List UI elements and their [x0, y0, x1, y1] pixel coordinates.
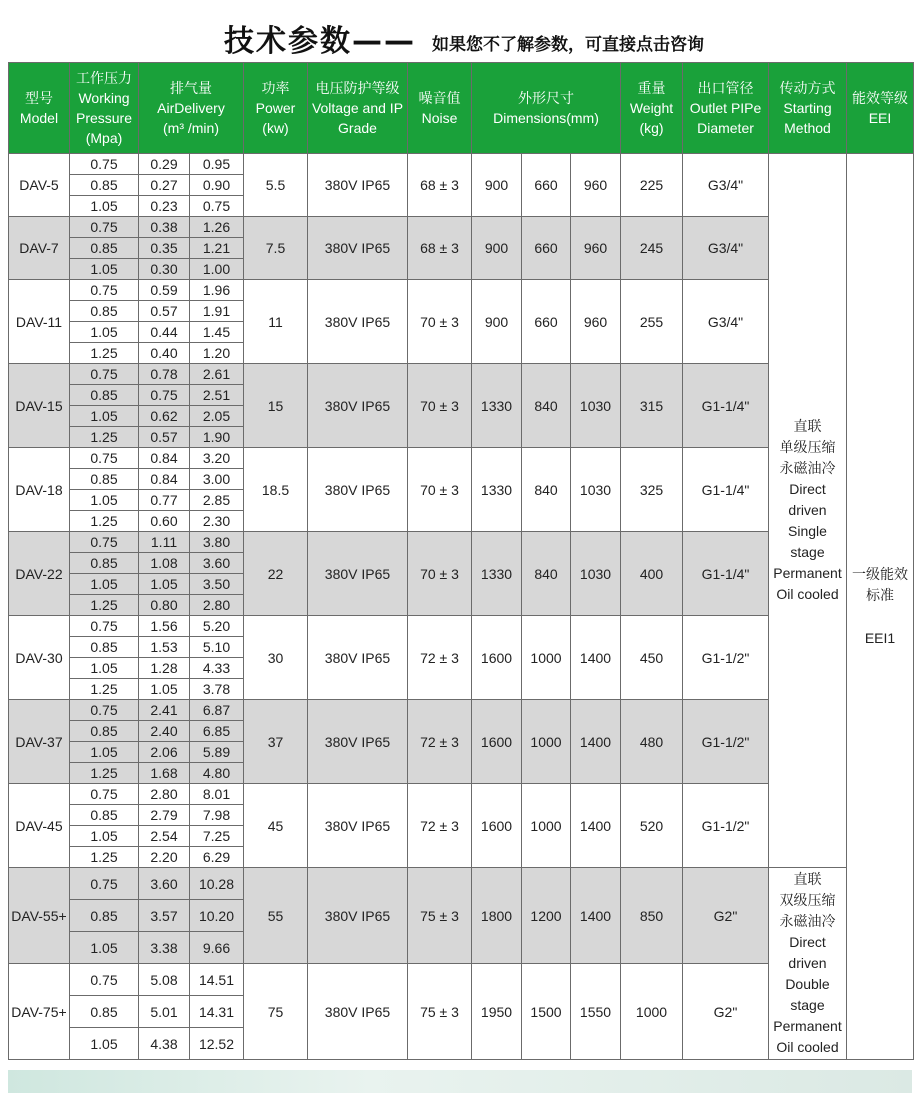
dimension-cell: 840 [522, 532, 571, 616]
air-delivery-cell: 0.59 [139, 280, 190, 301]
pressure-cell: 0.75 [70, 280, 139, 301]
air-delivery-cell: 0.95 [190, 154, 244, 175]
outlet-cell: G1-1/2" [683, 616, 769, 700]
method-line: 直联 [793, 871, 822, 887]
pressure-cell: 0.75 [70, 532, 139, 553]
pressure-cell: 0.75 [70, 868, 139, 900]
air-delivery-cell: 6.87 [190, 700, 244, 721]
header-outlet [683, 63, 769, 154]
air-delivery-cell: 4.38 [139, 1028, 190, 1060]
air-delivery-cell: 0.90 [190, 175, 244, 196]
air-delivery-cell: 5.10 [190, 637, 244, 658]
page-title: 技术参数—— [224, 24, 416, 59]
pressure-cell: 1.05 [70, 574, 139, 595]
dimension-cell: 1400 [571, 700, 621, 784]
air-delivery-cell: 3.38 [139, 932, 190, 964]
dimension-cell: 1400 [571, 868, 621, 964]
dimension-cell: 1030 [571, 448, 621, 532]
pressure-cell: 1.05 [70, 322, 139, 343]
method-line: 双级压缩 [779, 892, 836, 908]
air-delivery-cell: 3.57 [139, 900, 190, 932]
air-delivery-cell: 1.91 [190, 301, 244, 322]
header-weight [621, 63, 683, 154]
model-cell: DAV-45 [9, 784, 70, 868]
air-delivery-cell: 3.60 [139, 868, 190, 900]
header-line: 型号 [25, 90, 53, 106]
dimension-cell: 1600 [472, 700, 522, 784]
air-delivery-cell: 3.50 [190, 574, 244, 595]
pressure-cell: 0.75 [70, 700, 139, 721]
dimension-cell: 1600 [472, 616, 522, 700]
weight-cell: 225 [621, 154, 683, 217]
noise-cell: 72 ± 3 [408, 784, 472, 868]
dimension-cell: 1330 [472, 448, 522, 532]
model-cell: DAV-7 [9, 217, 70, 280]
header-line: AirDelivery [157, 100, 225, 116]
noise-cell: 70 ± 3 [408, 364, 472, 448]
pressure-cell: 0.85 [70, 996, 139, 1028]
header-line: 出口管径 [697, 80, 754, 96]
weight-cell: 325 [621, 448, 683, 532]
pressure-cell: 1.05 [70, 196, 139, 217]
method-cell [769, 868, 847, 1060]
air-delivery-cell: 1.05 [139, 679, 190, 700]
voltage-cell: 380V IP65 [308, 532, 408, 616]
dimension-cell: 1400 [571, 616, 621, 700]
pressure-cell: 0.85 [70, 238, 139, 259]
dimension-cell: 1000 [522, 784, 571, 868]
noise-cell: 68 ± 3 [408, 217, 472, 280]
pressure-cell: 0.85 [70, 385, 139, 406]
weight-cell: 850 [621, 868, 683, 964]
pressure-cell: 1.05 [70, 1028, 139, 1060]
dimension-cell: 660 [522, 280, 571, 364]
air-delivery-cell: 1.45 [190, 322, 244, 343]
dimension-cell: 660 [522, 154, 571, 217]
outlet-cell: G3/4" [683, 154, 769, 217]
air-delivery-cell: 2.85 [190, 490, 244, 511]
dimension-cell: 1330 [472, 532, 522, 616]
pressure-cell: 0.85 [70, 553, 139, 574]
power-cell: 18.5 [244, 448, 308, 532]
model-cell: DAV-15 [9, 364, 70, 448]
eei-cell [847, 154, 914, 1060]
header-line: 工作压力 [76, 70, 132, 86]
outlet-cell: G2" [683, 868, 769, 964]
method-line: stage [790, 997, 825, 1013]
pressure-cell: 0.85 [70, 637, 139, 658]
air-delivery-cell: 4.80 [190, 763, 244, 784]
air-delivery-cell: 1.96 [190, 280, 244, 301]
air-delivery-cell: 9.66 [190, 932, 244, 964]
outlet-cell: G1-1/4" [683, 532, 769, 616]
pressure-cell: 1.25 [70, 763, 139, 784]
air-delivery-cell: 5.01 [139, 996, 190, 1028]
model-cell: DAV-18 [9, 448, 70, 532]
air-delivery-cell: 3.80 [190, 532, 244, 553]
pressure-cell: 0.85 [70, 301, 139, 322]
dimension-cell: 1400 [571, 784, 621, 868]
weight-cell: 520 [621, 784, 683, 868]
pressure-cell: 0.75 [70, 154, 139, 175]
pressure-cell: 1.25 [70, 343, 139, 364]
air-delivery-cell: 14.51 [190, 964, 244, 996]
dimension-cell: 1950 [472, 964, 522, 1060]
header-model [9, 63, 70, 154]
air-delivery-cell: 0.38 [139, 217, 190, 238]
header-row [9, 63, 914, 154]
weight-cell: 480 [621, 700, 683, 784]
air-delivery-cell: 1.21 [190, 238, 244, 259]
pressure-cell: 1.25 [70, 847, 139, 868]
header-line: EEI [868, 110, 892, 126]
pressure-cell: 0.75 [70, 616, 139, 637]
dimension-cell: 1030 [571, 532, 621, 616]
header-line: (kw) [262, 120, 289, 136]
pressure-cell: 0.75 [70, 964, 139, 996]
eei-line: EEI1 [864, 630, 896, 646]
pressure-cell: 1.05 [70, 406, 139, 427]
dimension-cell: 900 [472, 217, 522, 280]
pressure-cell: 0.75 [70, 217, 139, 238]
voltage-cell: 380V IP65 [308, 784, 408, 868]
eei-line: 一级能效 [852, 566, 908, 582]
model-cell: DAV-5 [9, 154, 70, 217]
header-line: Grade [338, 120, 377, 136]
power-cell: 37 [244, 700, 308, 784]
weight-cell: 315 [621, 364, 683, 448]
footer-band [8, 1070, 912, 1093]
noise-cell: 72 ± 3 [408, 700, 472, 784]
air-delivery-cell: 1.05 [139, 574, 190, 595]
header-voltage [308, 63, 408, 154]
air-delivery-cell: 0.75 [139, 385, 190, 406]
model-cell: DAV-30 [9, 616, 70, 700]
air-delivery-cell: 3.00 [190, 469, 244, 490]
air-delivery-cell: 1.28 [139, 658, 190, 679]
air-delivery-cell: 5.20 [190, 616, 244, 637]
air-delivery-cell: 2.20 [139, 847, 190, 868]
model-cell: DAV-75+ [9, 964, 70, 1060]
header-line: Outlet PIPe [689, 100, 762, 116]
outlet-cell: G3/4" [683, 217, 769, 280]
outlet-cell: G1-1/4" [683, 364, 769, 448]
dimension-cell: 1200 [522, 868, 571, 964]
pressure-cell: 0.85 [70, 469, 139, 490]
header-line: Diameter [697, 120, 754, 136]
pressure-cell: 1.05 [70, 259, 139, 280]
pressure-cell: 1.05 [70, 742, 139, 763]
spec-table [8, 62, 914, 1060]
method-line: Oil cooled [776, 586, 839, 602]
dimension-cell: 1030 [571, 364, 621, 448]
dimension-cell: 900 [472, 280, 522, 364]
power-cell: 11 [244, 280, 308, 364]
power-cell: 45 [244, 784, 308, 868]
air-delivery-cell: 1.08 [139, 553, 190, 574]
air-delivery-cell: 0.35 [139, 238, 190, 259]
dimension-cell: 840 [522, 448, 571, 532]
header-air-delivery [139, 63, 244, 154]
table-row [9, 154, 914, 175]
pressure-cell: 0.75 [70, 448, 139, 469]
header-power [244, 63, 308, 154]
method-line: Double [785, 976, 830, 992]
air-delivery-cell: 5.08 [139, 964, 190, 996]
dimension-cell: 1500 [522, 964, 571, 1060]
header-line: 噪音值 [418, 90, 461, 106]
method-line: 单级压缩 [779, 439, 836, 455]
noise-cell: 70 ± 3 [408, 448, 472, 532]
outlet-cell: G1-1/2" [683, 784, 769, 868]
header-line: Model [19, 110, 59, 126]
outlet-cell: G3/4" [683, 280, 769, 364]
dimension-cell: 900 [472, 154, 522, 217]
air-delivery-cell: 10.28 [190, 868, 244, 900]
power-cell: 22 [244, 532, 308, 616]
air-delivery-cell: 2.61 [190, 364, 244, 385]
air-delivery-cell: 2.54 [139, 826, 190, 847]
header-line: Pressure [75, 110, 133, 126]
air-delivery-cell: 0.84 [139, 448, 190, 469]
air-delivery-cell: 1.90 [190, 427, 244, 448]
method-line: Single stage [788, 523, 827, 560]
header-line: Noise [421, 110, 458, 126]
air-delivery-cell: 10.20 [190, 900, 244, 932]
air-delivery-cell: 0.60 [139, 511, 190, 532]
consult-link[interactable]: 如果您不了解参数，可直接点击咨询 [432, 35, 704, 55]
header-line: 外形尺寸 [518, 90, 574, 106]
header-line: Voltage and IP [311, 100, 404, 116]
air-delivery-cell: 6.85 [190, 721, 244, 742]
weight-cell: 245 [621, 217, 683, 280]
dimension-cell: 1330 [472, 364, 522, 448]
method-line: 永磁油冷 [779, 460, 836, 476]
voltage-cell: 380V IP65 [308, 154, 408, 217]
outlet-cell: G1-1/2" [683, 700, 769, 784]
weight-cell: 400 [621, 532, 683, 616]
air-delivery-cell: 1.68 [139, 763, 190, 784]
dimension-cell: 840 [522, 364, 571, 448]
model-cell: DAV-37 [9, 700, 70, 784]
air-delivery-cell: 4.33 [190, 658, 244, 679]
weight-cell: 255 [621, 280, 683, 364]
spec-table-body [9, 154, 914, 1060]
outlet-cell: G2" [683, 964, 769, 1060]
air-delivery-cell: 5.89 [190, 742, 244, 763]
air-delivery-cell: 0.84 [139, 469, 190, 490]
dimension-cell: 1000 [522, 616, 571, 700]
air-delivery-cell: 1.26 [190, 217, 244, 238]
power-cell: 15 [244, 364, 308, 448]
voltage-cell: 380V IP65 [308, 217, 408, 280]
air-delivery-cell: 2.40 [139, 721, 190, 742]
noise-cell: 75 ± 3 [408, 964, 472, 1060]
air-delivery-cell: 3.78 [190, 679, 244, 700]
air-delivery-cell: 0.27 [139, 175, 190, 196]
dimension-cell: 1800 [472, 868, 522, 964]
air-delivery-cell: 2.79 [139, 805, 190, 826]
model-cell: DAV-55+ [9, 868, 70, 964]
air-delivery-cell: 1.11 [139, 532, 190, 553]
air-delivery-cell: 0.78 [139, 364, 190, 385]
table-row [9, 868, 914, 900]
header-line: Method [784, 120, 831, 136]
header-line: 排气量 [170, 80, 212, 96]
air-delivery-cell: 0.44 [139, 322, 190, 343]
voltage-cell: 380V IP65 [308, 364, 408, 448]
air-delivery-cell: 1.20 [190, 343, 244, 364]
method-line: Oil cooled [776, 1039, 839, 1055]
method-cell [769, 154, 847, 868]
voltage-cell: 380V IP65 [308, 964, 408, 1060]
air-delivery-cell: 0.57 [139, 301, 190, 322]
model-cell: DAV-22 [9, 532, 70, 616]
method-line: 永磁油冷 [779, 913, 836, 929]
air-delivery-cell: 8.01 [190, 784, 244, 805]
header-line: Working [78, 90, 130, 106]
header-line: (m³ /min) [163, 120, 219, 136]
method-line: Direct driven [788, 481, 827, 518]
header-line: 传动方式 [779, 80, 836, 96]
pressure-cell: 1.05 [70, 490, 139, 511]
air-delivery-cell: 1.56 [139, 616, 190, 637]
pressure-cell: 0.85 [70, 721, 139, 742]
air-delivery-cell: 7.25 [190, 826, 244, 847]
method-line: Direct driven [788, 934, 827, 971]
pressure-cell: 0.75 [70, 364, 139, 385]
air-delivery-cell: 1.00 [190, 259, 244, 280]
header-line: Dimensions(mm) [493, 110, 599, 126]
pressure-cell: 1.05 [70, 658, 139, 679]
header-method [769, 63, 847, 154]
air-delivery-cell: 2.41 [139, 700, 190, 721]
header-line: 重量 [637, 80, 666, 96]
pressure-cell: 1.25 [70, 595, 139, 616]
dimension-cell: 960 [571, 154, 621, 217]
air-delivery-cell: 0.62 [139, 406, 190, 427]
pressure-cell: 1.05 [70, 826, 139, 847]
header-line: 能效等级 [852, 90, 908, 106]
header-noise [408, 63, 472, 154]
header-line: Weight [629, 100, 674, 116]
air-delivery-cell: 2.06 [139, 742, 190, 763]
outlet-cell: G1-1/4" [683, 448, 769, 532]
air-delivery-cell: 0.29 [139, 154, 190, 175]
voltage-cell: 380V IP65 [308, 700, 408, 784]
pressure-cell: 1.25 [70, 511, 139, 532]
weight-cell: 450 [621, 616, 683, 700]
header-pressure [70, 63, 139, 154]
header-eei [847, 63, 914, 154]
air-delivery-cell: 0.77 [139, 490, 190, 511]
method-line: Permanent [773, 565, 842, 581]
noise-cell: 68 ± 3 [408, 154, 472, 217]
air-delivery-cell: 0.57 [139, 427, 190, 448]
air-delivery-cell: 6.29 [190, 847, 244, 868]
noise-cell: 70 ± 3 [408, 280, 472, 364]
power-cell: 75 [244, 964, 308, 1060]
dimension-cell: 1000 [522, 700, 571, 784]
air-delivery-cell: 0.23 [139, 196, 190, 217]
header-line: (Mpa) [85, 130, 123, 146]
air-delivery-cell: 0.40 [139, 343, 190, 364]
method-line: Permanent [773, 1018, 842, 1034]
air-delivery-cell: 3.20 [190, 448, 244, 469]
air-delivery-cell: 7.98 [190, 805, 244, 826]
dimension-cell: 1550 [571, 964, 621, 1060]
header-dimensions [472, 63, 621, 154]
air-delivery-cell: 12.52 [190, 1028, 244, 1060]
page-header [0, 0, 920, 62]
dimension-cell: 660 [522, 217, 571, 280]
noise-cell: 75 ± 3 [408, 868, 472, 964]
dimension-cell: 960 [571, 280, 621, 364]
pressure-cell: 0.85 [70, 805, 139, 826]
pressure-cell: 1.25 [70, 427, 139, 448]
pressure-cell: 1.05 [70, 932, 139, 964]
air-delivery-cell: 3.60 [190, 553, 244, 574]
weight-cell: 1000 [621, 964, 683, 1060]
pressure-cell: 0.85 [70, 900, 139, 932]
eei-line: 标准 [866, 587, 894, 603]
pressure-cell: 0.85 [70, 175, 139, 196]
pressure-cell: 0.75 [70, 784, 139, 805]
header-line: 电压防护等级 [315, 80, 400, 96]
air-delivery-cell: 0.30 [139, 259, 190, 280]
voltage-cell: 380V IP65 [308, 280, 408, 364]
power-cell: 7.5 [244, 217, 308, 280]
air-delivery-cell: 1.53 [139, 637, 190, 658]
air-delivery-cell: 0.80 [139, 595, 190, 616]
air-delivery-cell: 2.80 [139, 784, 190, 805]
voltage-cell: 380V IP65 [308, 616, 408, 700]
air-delivery-cell: 2.80 [190, 595, 244, 616]
header-line: (kg) [639, 120, 664, 136]
air-delivery-cell: 14.31 [190, 996, 244, 1028]
voltage-cell: 380V IP65 [308, 868, 408, 964]
noise-cell: 72 ± 3 [408, 616, 472, 700]
dimension-cell: 1600 [472, 784, 522, 868]
power-cell: 30 [244, 616, 308, 700]
model-cell: DAV-11 [9, 280, 70, 364]
pressure-cell: 1.25 [70, 679, 139, 700]
header-line: Starting [783, 100, 832, 116]
power-cell: 55 [244, 868, 308, 964]
power-cell: 5.5 [244, 154, 308, 217]
air-delivery-cell: 2.51 [190, 385, 244, 406]
dimension-cell: 960 [571, 217, 621, 280]
voltage-cell: 380V IP65 [308, 448, 408, 532]
air-delivery-cell: 0.75 [190, 196, 244, 217]
air-delivery-cell: 2.30 [190, 511, 244, 532]
header-line: Power [255, 100, 296, 116]
noise-cell: 70 ± 3 [408, 532, 472, 616]
air-delivery-cell: 2.05 [190, 406, 244, 427]
method-line: 直联 [793, 418, 822, 434]
header-line: 功率 [261, 80, 290, 96]
